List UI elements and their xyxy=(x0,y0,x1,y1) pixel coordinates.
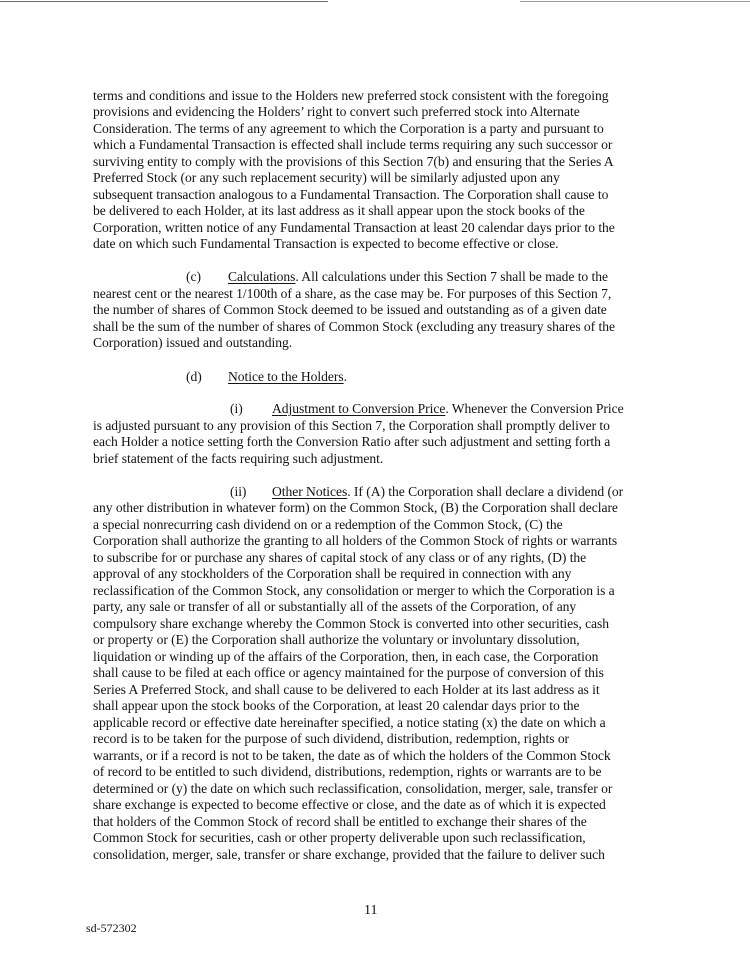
text-line: of record to be entitled to such dividend, distributions, redemption, rights or warrants are to be xyxy=(93,764,602,779)
text-line: shall cause to be filed at each office or agency maintained for the purpose of conversion of this xyxy=(93,665,604,680)
section-d-i-heading-wrap xyxy=(272,401,624,417)
text-line: party, any sale or transfer of all or substantially all of the assets of the Corporation, of any xyxy=(93,599,577,614)
text-line: shall be the sum of the number of shares of Common Stock (excluding any treasury shares of the xyxy=(93,319,615,334)
text-line: surviving entity to comply with the provisions of this Section 7(b) and ensuring that the Series A xyxy=(93,154,614,169)
text-line: each Holder a notice setting forth the Conversion Ratio after such adjustment and setting forth a xyxy=(93,434,611,449)
text-line: Corporation) issued and outstanding. xyxy=(93,335,293,350)
text-line: date on which such Fundamental Transaction is expected to become effective or close. xyxy=(93,236,559,251)
text-line: provisions and evidencing the Holders’ right to convert such preferred stock into Alternate xyxy=(93,104,580,119)
text-line: the number of shares of Common Stock deemed to be issued and outstanding as of a given date xyxy=(93,302,607,317)
text-line: which a Fundamental Transaction is effected shall include terms requiring any such successor or xyxy=(93,137,613,152)
text-line: reclassification of the Common Stock, any consolidation or merger to which the Corporation is a xyxy=(93,583,615,598)
text-line: record is to be taken for the purpose of such dividend, distribution, redemption, rights or xyxy=(93,731,570,746)
section-c-label: (c) xyxy=(186,269,201,284)
text-line: to subscribe for or purchase any shares of capital stock of any class or of any rights, (D) the xyxy=(93,550,587,565)
section-d-ii-label: (ii) xyxy=(230,484,247,499)
text-line: Series A Preferred Stock, and shall cause to be delivered to each Holder at its last address as it xyxy=(93,682,600,697)
scan-edge-line-right xyxy=(520,1,750,2)
page-number: 11 xyxy=(364,903,378,918)
section-d-heading-wrap xyxy=(228,369,347,385)
text-line: nearest cent or the nearest 1/100th of a share, as the case may be. For purposes of this Section 7, xyxy=(93,286,612,301)
text-line: approval of any stockholders of the Corporation shall be required in connection with any xyxy=(93,566,572,581)
text-line: terms and conditions and issue to the Holders new preferred stock consistent with the foregoing xyxy=(93,88,609,103)
section-d-label: (d) xyxy=(186,369,202,384)
section-d-ii-heading-wrap xyxy=(272,484,623,500)
text-line: a special nonrecurring cash dividend on or a redemption of the Common Stock, (C) the xyxy=(93,517,563,532)
text-line: applicable record or effective date hereinafter specified, a notice stating (x) the date on which a xyxy=(93,715,606,730)
text-line: Preferred Stock (or any such replacement security) will be similarly adjusted upon any xyxy=(93,170,560,185)
scan-edge-line-left xyxy=(0,1,328,2)
section-d-heading: Notice to the Holders xyxy=(228,369,344,384)
section-d-ii-first-line-rest: . If (A) the Corporation shall declare a dividend (or xyxy=(347,484,624,499)
text-line: is adjusted pursuant to any provision of this Section 7, the Corporation shall promptly deliver to xyxy=(93,418,610,433)
section-d-i-first-line-rest: . Whenever the Conversion Price xyxy=(445,401,624,416)
text-line: subsequent transaction analogous to a Fundamental Transaction. The Corporation shall cause to xyxy=(93,187,609,202)
section-c-heading: Calculations xyxy=(228,269,296,284)
text-line: Consideration. The terms of any agreement to which the Corporation is a party and pursuant to xyxy=(93,121,604,136)
text-line: determined or (y) the date on which such reclassification, consolidation, merger, sale, transfer or xyxy=(93,781,613,796)
section-c-first-line-rest: . All calculations under this Section 7 shall be made to the xyxy=(295,269,608,284)
section-c-heading-wrap xyxy=(228,269,608,285)
section-d-i-heading: Adjustment to Conversion Price xyxy=(272,401,446,416)
text-line: shall appear upon the stock books of the Corporation, at least 20 calendar days prior to the xyxy=(93,698,580,713)
text-line: liquidation or winding up of the affairs of the Corporation, then, in each case, the Corporation xyxy=(93,649,599,664)
document-id: sd-572302 xyxy=(86,921,137,935)
section-d-heading-end: . xyxy=(343,369,347,384)
text-line: share exchange is expected to become effective or close, and the date as of which it is expected xyxy=(93,797,606,812)
text-line: consolidation, merger, sale, transfer or share exchange, provided that the failure to deliver such xyxy=(93,847,605,862)
section-d-ii-heading: Other Notices xyxy=(272,484,348,499)
text-line: Corporation shall authorize the granting to all holders of the Common Stock of rights or warrants xyxy=(93,533,618,548)
text-line: warrants, or if a record is not to be taken, the date as of which the holders of the Common Stock xyxy=(93,748,611,763)
text-line: brief statement of the facts requiring such adjustment. xyxy=(93,451,384,466)
text-line: or property or (E) the Corporation shall authorize the voluntary or involuntary dissolution, xyxy=(93,632,580,647)
section-d-i-label: (i) xyxy=(230,401,243,416)
text-line: Corporation, written notice of any Fundamental Transaction at least 20 calendar days prior to the xyxy=(93,220,615,235)
text-line: Common Stock for securities, cash or other property deliverable upon such reclassification, xyxy=(93,830,586,845)
text-line: that holders of the Common Stock of record shall be entitled to exchange their shares of the xyxy=(93,814,587,829)
text-line: compulsory share exchange whereby the Common Stock is converted into other securities, cash xyxy=(93,616,610,631)
text-line: any other distribution in whatever form) on the Common Stock, (B) the Corporation shall declare xyxy=(93,500,618,515)
text-line: be delivered to each Holder, at its last address as it shall appear upon the stock books of the xyxy=(93,203,585,218)
